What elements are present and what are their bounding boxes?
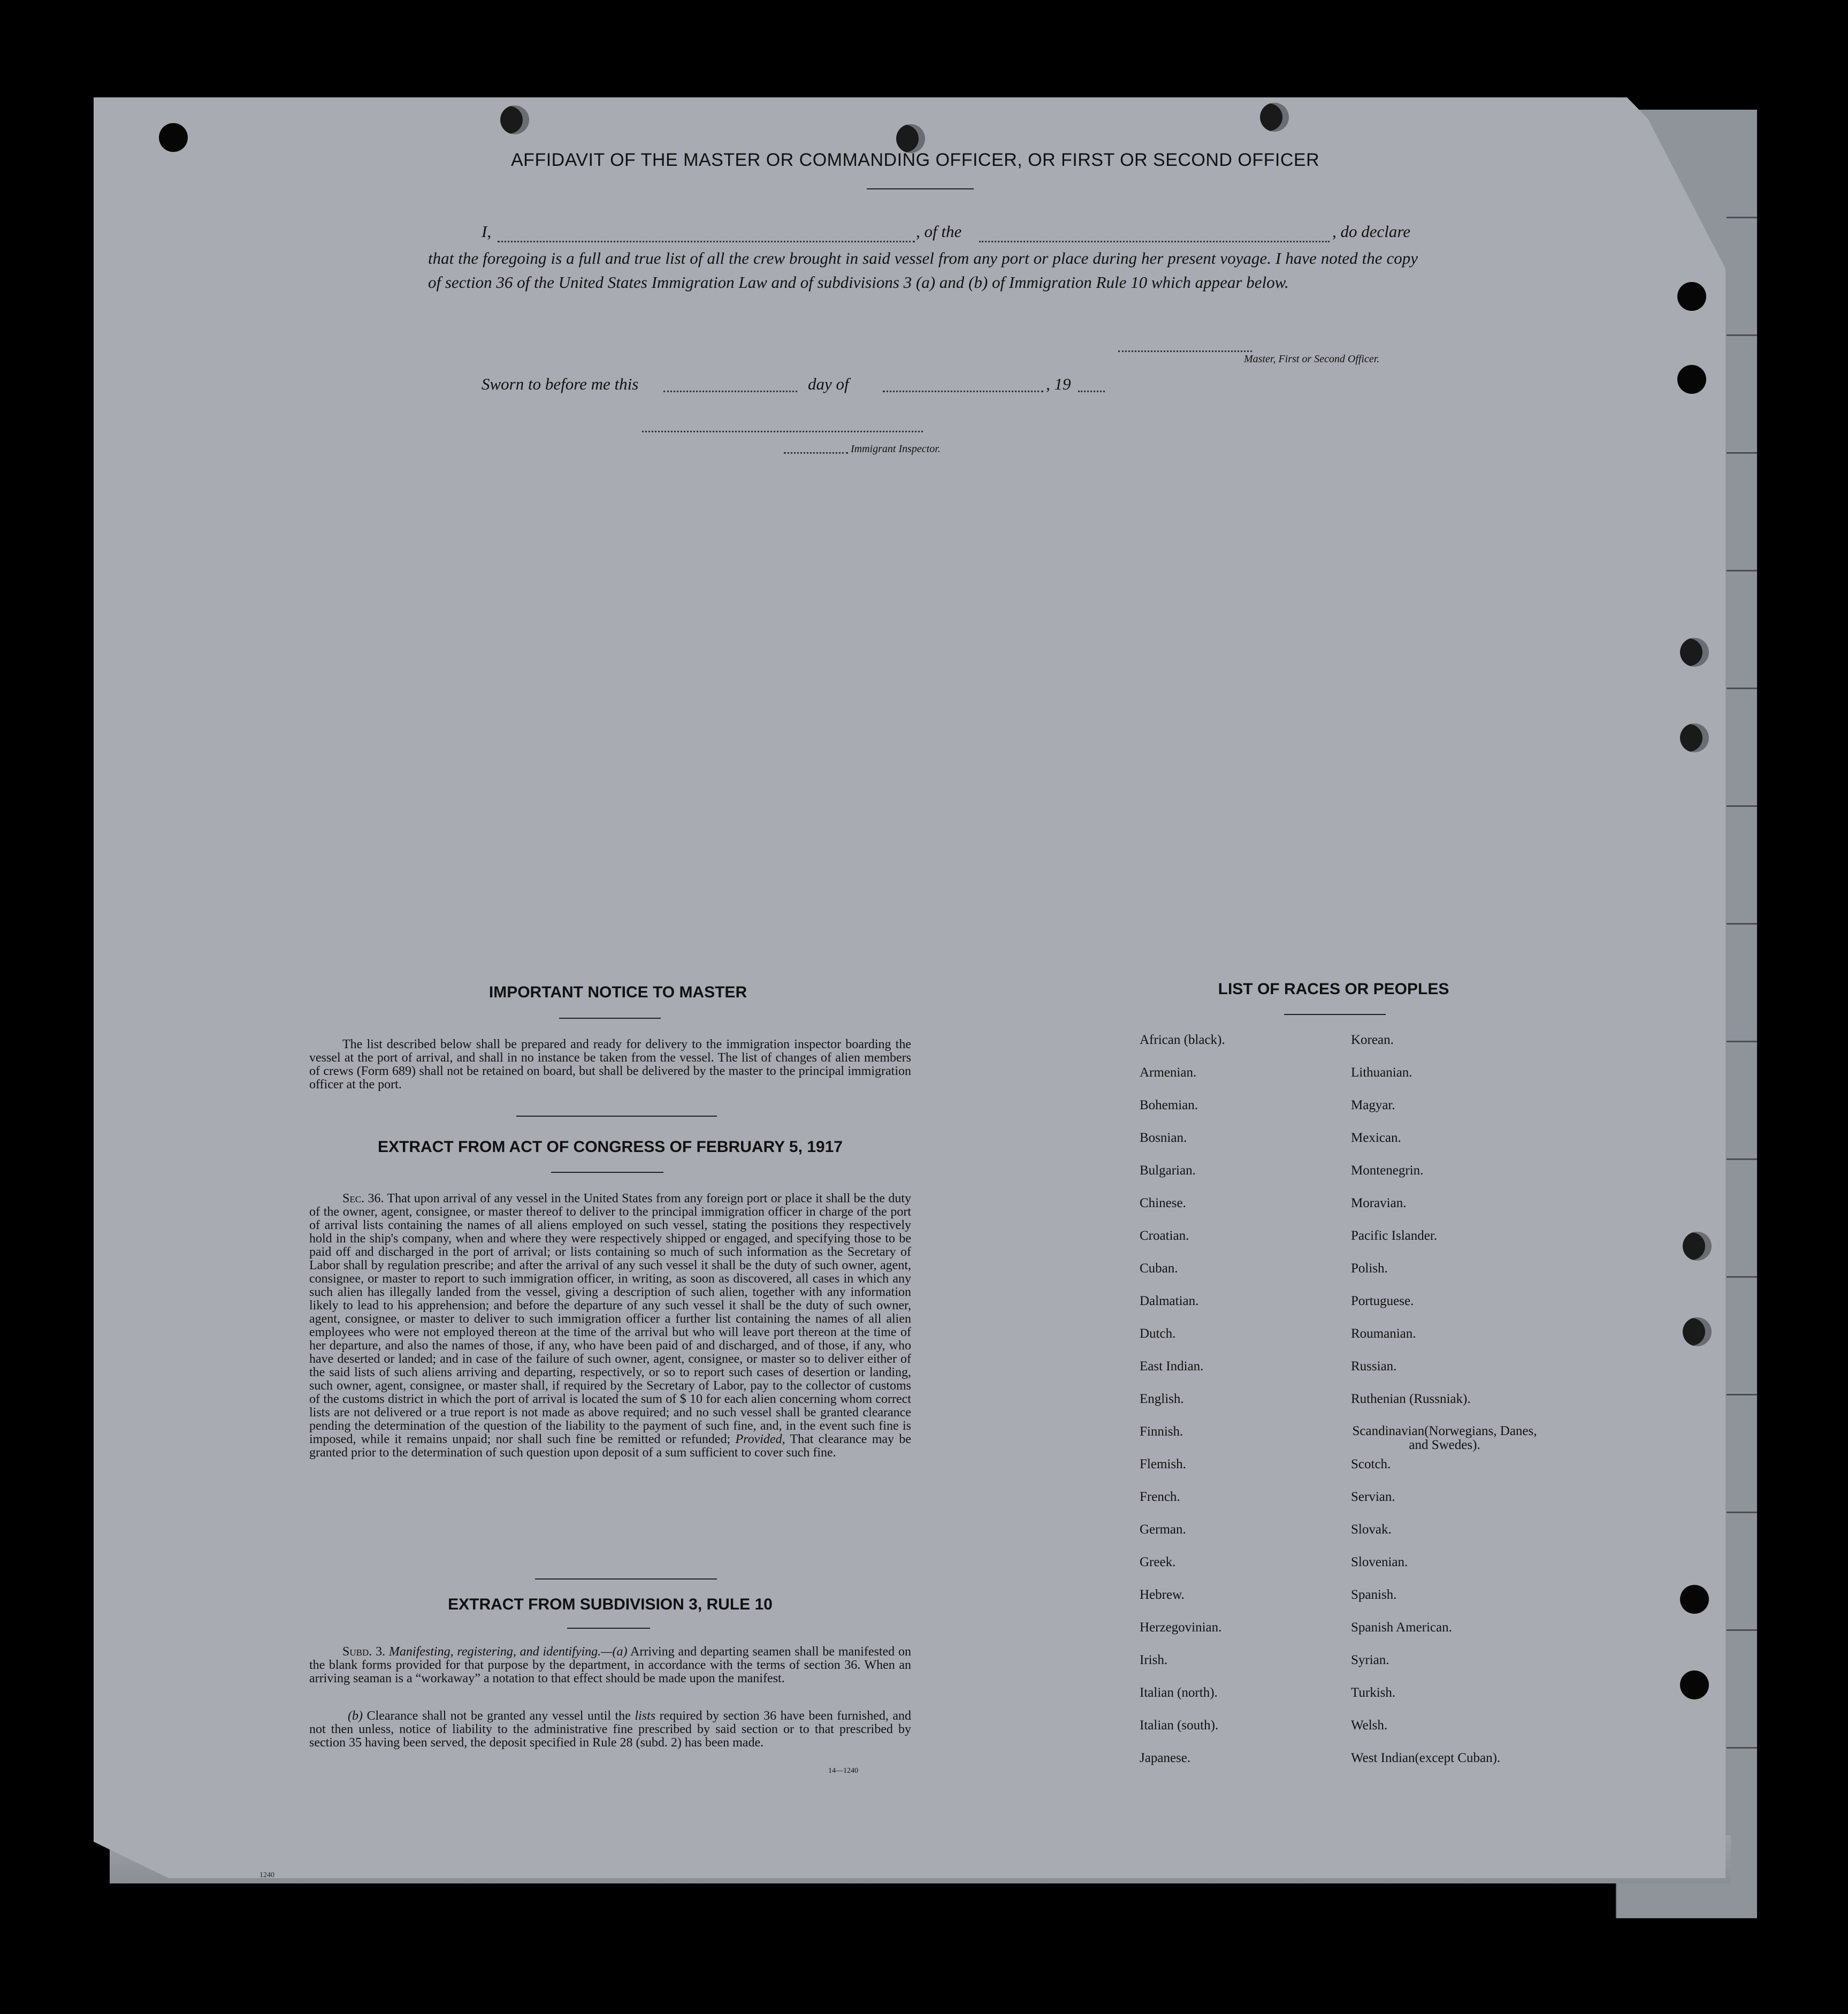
race-item: Roumanian. xyxy=(1351,1326,1416,1341)
rule10-subd-b: (b) Clearance shall not be granted any vessel until the lists required by section 36 have been furnished, and not then unless, notice of liability to the administrative fine prescribed by said section or to that prescribed by section 35 having been served, the deposit specified in Rule 28 (subd. 2) has been made. xyxy=(309,1709,912,1750)
form-number: 14—1240 xyxy=(828,1767,858,1775)
race-item: West Indian(except Cuban). xyxy=(1351,1751,1501,1765)
rule10-subd-heading: Manifesting, registering, and identifying. xyxy=(388,1645,601,1659)
races-title: LIST OF RACES OR PEOPLES xyxy=(1218,980,1449,998)
edge-tick xyxy=(1727,923,1757,925)
race-item: Servian. xyxy=(1351,1490,1395,1504)
punch-hole xyxy=(1683,1317,1712,1346)
rule10-title: EXTRACT FROM SUBDIVISION 3, RULE 10 xyxy=(448,1596,773,1613)
rule10-divider xyxy=(567,1628,650,1629)
affidavit-do-declare: , do declare xyxy=(1332,222,1411,241)
race-item: Portuguese. xyxy=(1351,1294,1414,1308)
bottom-form-number: 1240 xyxy=(259,1871,274,1879)
race-item: Japanese. xyxy=(1140,1751,1191,1765)
notice-body: The list described below shall be prepared and ready for delivery to the immigration inspector boarding the vessel at the port of arrival, and shall in no instance be taken from the vessel. The list of changes of alien members of crews (Form 689) shall not be retained on board, but shall be delivered by the master to the principal immigration officer at the port. xyxy=(309,1037,911,1092)
sworn-year-blank xyxy=(1078,391,1105,392)
race-item: Ruthenian (Russniak). xyxy=(1351,1392,1471,1406)
edge-tick xyxy=(1727,334,1757,336)
edge-tick xyxy=(1727,1276,1757,1278)
act-body: Sec. 36. That upon arrival of any vessel in the United States from any foreign port or place it shall be the duty of the owner, agent, consignee, or master thereof to deliver to the principal immigration officer in charge of the port of arrival lists containing the names of all aliens employed on such vessel, stating the positions they respectively hold in the ship's company, when and where they were respectively shipped or engaged, and specifying those to be paid off and discharged in the port of arrival; or lists containing so much of such information as the Secretary of Labor shall by regulation prescribe; and after the arrival of any such vessel it shall be the duty of such owner, agent, consignee, or master to report to such immigration officer, in writing, as soon as discovered, all cases in which any such alien has illegally landed from the vessel, giving a description of such alien, together with any information likely to lead to his apprehension; and before the departure of any such vessel it shall be the duty of such owner, agent, consignee, or master to deliver to such immigration officer a further list containing the names of all alien employees who were not employed thereon at the time of the arrival but who will leave port thereon at the time of her departure, and also the names of those, if any, who have been paid of and discharged, and of those, if any, who have deserted or landed; and in case of the failure of such owner, agent, consignee, or master so to deliver either of the said lists of such aliens arriving and departing, respectively, or so to report such cases of desertion or landing, such owner, agent, consignee, or master shall, if required by the Secretary of Labor, pay to the collector of customs of the customs district in which the port of arrival is located the sum of $ 10 for each alien concerning whom correct lists are not delivered or a true report is not made as above required; and no such vessel shall be granted clearance pending the determination of the question of the liability to the payment of such fine, and, in the event such fine is imposed, while it remains unpaid; nor shall such fine be remitted or refunded; Provided, That clearance may be granted prior to the determination of such question upon deposit of a sum sufficient to cover such fine. xyxy=(309,1192,912,1460)
race-item: East Indian. xyxy=(1140,1359,1204,1374)
sworn-day-blank xyxy=(663,391,797,392)
punch-hole xyxy=(1680,638,1709,667)
sworn-day-of: day of xyxy=(808,375,849,393)
race-item: English. xyxy=(1140,1392,1184,1406)
race-item: Italian (north). xyxy=(1140,1685,1218,1700)
inspector-caption: Immigrant Inspector. xyxy=(851,443,941,455)
race-item: Scotch. xyxy=(1351,1457,1391,1471)
punch-hole xyxy=(1677,365,1706,394)
edge-tick xyxy=(1727,217,1757,218)
affidavit-i: I, xyxy=(482,222,492,241)
signature-caption: Master, First or Second Officer. xyxy=(1244,353,1380,365)
affidavit-line-1 xyxy=(428,222,491,241)
edge-tick xyxy=(1727,688,1757,689)
notice-divider xyxy=(559,1018,661,1019)
affidavit-of-the: , of the xyxy=(916,222,962,241)
punch-hole xyxy=(1680,1585,1709,1614)
race-item: Russian. xyxy=(1351,1359,1397,1374)
race-item: Croatian. xyxy=(1140,1229,1189,1243)
race-item: Korean. xyxy=(1351,1033,1394,1047)
race-item: Dutch. xyxy=(1140,1326,1176,1341)
punch-hole xyxy=(1680,1670,1709,1699)
punch-hole xyxy=(159,123,188,152)
punch-hole xyxy=(1683,1232,1712,1261)
edge-tick xyxy=(1727,452,1757,454)
edge-tick xyxy=(1727,1629,1757,1631)
act-sec-label: Sec. 36. xyxy=(342,1192,384,1206)
race-item: Greek. xyxy=(1140,1555,1176,1569)
race-item: Pacific Islander. xyxy=(1351,1229,1438,1243)
name-blank xyxy=(498,241,915,242)
inspector-dots xyxy=(784,452,848,454)
act-provided-label: Provided, xyxy=(735,1432,785,1446)
race-item: Finnish. xyxy=(1140,1424,1183,1439)
race-item: Scandinavian(Norwegians, Danes, and Swedes). xyxy=(1352,1424,1537,1452)
title-divider xyxy=(867,188,974,189)
race-item: Chinese. xyxy=(1140,1196,1186,1210)
sworn-prefix: Sworn to before me this xyxy=(482,375,639,393)
race-item: German. xyxy=(1140,1522,1186,1537)
section-divider xyxy=(535,1578,717,1580)
edge-tick xyxy=(1727,1394,1757,1395)
signature-blank xyxy=(1118,350,1252,352)
edge-tick xyxy=(1727,1158,1757,1160)
punch-hole xyxy=(1677,282,1706,311)
race-item: Syrian. xyxy=(1351,1653,1389,1667)
race-item: Slovenian. xyxy=(1351,1555,1408,1569)
race-item: Slovak. xyxy=(1351,1522,1392,1537)
act-title: EXTRACT FROM ACT OF CONGRESS OF FEBRUARY 5, 1917 xyxy=(378,1138,843,1156)
edge-tick xyxy=(1727,1747,1757,1749)
vessel-blank xyxy=(979,241,1330,242)
punch-hole xyxy=(1260,103,1289,132)
race-item: Moravian. xyxy=(1351,1196,1407,1210)
edge-tick xyxy=(1727,570,1757,571)
affidavit-body: that the foregoing is a full and true list of all the crew brought in said vessel from any port or place during her present voyage. I have noted the copy of section 36 of the United States Immigration Law and of subdivisions 3 (a) and (b) of Immigration Rule 10 which appear below. xyxy=(428,249,1418,292)
race-item: Mexican. xyxy=(1351,1131,1401,1145)
race-item: Irish. xyxy=(1140,1653,1168,1667)
edge-tick xyxy=(1727,805,1757,807)
race-item: Montenegrin. xyxy=(1351,1163,1424,1178)
rule10-subd-a: Subd. 3. Manifesting, registering, and identifying.—(a) Arriving and departing seamen shall be manifested on the blank forms provided for that purpose by the department, in accordance with the terms of section 36. When an arriving seaman is a “workaway” a notation to that effect should be made upon the manifest. xyxy=(309,1645,911,1685)
race-item: Turkish. xyxy=(1351,1685,1396,1700)
race-item: Italian (south). xyxy=(1140,1718,1219,1733)
race-item: French. xyxy=(1140,1490,1180,1504)
punch-hole xyxy=(500,105,529,134)
race-item: Polish. xyxy=(1351,1261,1388,1276)
race-item: Herzegovinian. xyxy=(1140,1620,1222,1635)
act-divider xyxy=(551,1172,663,1173)
edge-tick xyxy=(1727,1041,1757,1042)
rule10-subd-label: Subd. 3. xyxy=(342,1645,386,1659)
affidavit-title: AFFIDAVIT OF THE MASTER OR COMMANDING OFFICER, OR FIRST OR SECOND OFFICER xyxy=(511,150,1320,170)
section-divider xyxy=(516,1116,717,1117)
race-item: Hebrew. xyxy=(1140,1588,1185,1602)
race-item: Armenian. xyxy=(1140,1065,1197,1080)
races-divider xyxy=(1284,1014,1386,1015)
race-item: Bosnian. xyxy=(1140,1131,1187,1145)
race-item: Spanish. xyxy=(1351,1588,1397,1602)
race-item: Flemish. xyxy=(1140,1457,1186,1471)
race-item: Dalmatian. xyxy=(1140,1294,1199,1308)
inspector-blank xyxy=(642,431,923,432)
race-item: Lithuanian. xyxy=(1351,1065,1412,1080)
race-item: Bulgarian. xyxy=(1140,1163,1196,1178)
race-item: Bohemian. xyxy=(1140,1098,1198,1112)
punch-hole xyxy=(1680,723,1709,752)
punch-hole xyxy=(896,124,925,153)
race-item: African (black). xyxy=(1140,1033,1225,1047)
race-item: Welsh. xyxy=(1351,1718,1388,1733)
sworn-month-blank xyxy=(883,391,1043,392)
race-item: Cuban. xyxy=(1140,1261,1178,1276)
race-item: Magyar. xyxy=(1351,1098,1395,1112)
sworn-year: , 19 xyxy=(1046,375,1071,393)
notice-title: IMPORTANT NOTICE TO MASTER xyxy=(488,983,747,1001)
race-item: Spanish American. xyxy=(1351,1620,1452,1635)
edge-tick xyxy=(1727,1512,1757,1513)
